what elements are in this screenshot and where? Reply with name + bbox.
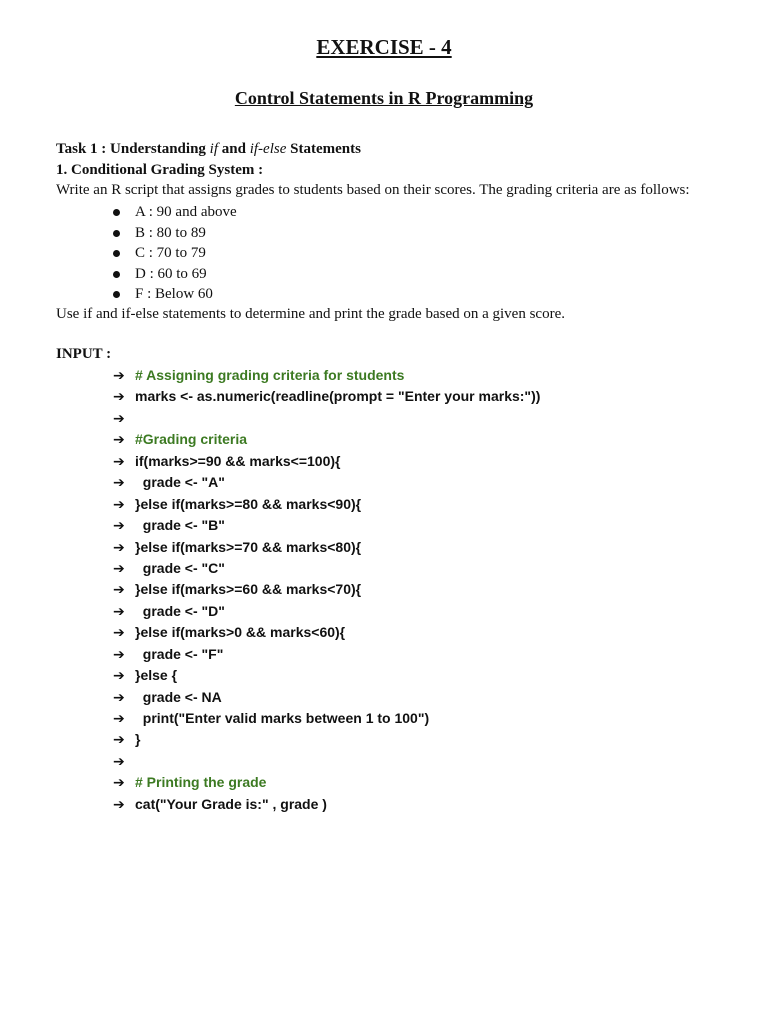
criteria-item — [110, 223, 237, 244]
code-comment: # Assigning grading criteria for students — [135, 367, 405, 383]
arrow-icon: ➔ — [113, 453, 125, 470]
arrow-icon: ➔ — [113, 389, 125, 406]
keyword-if-else: if-else — [249, 141, 287, 157]
code-text: grade <- NA — [135, 688, 222, 705]
code-comment: #Grading criteria — [135, 431, 248, 448]
arrow-icon: ➔ — [113, 711, 125, 727]
code-line — [113, 687, 540, 708]
task-prefix: Task 1 : Understanding — [56, 141, 210, 157]
bullet-icon — [113, 271, 120, 278]
arrow-icon: ➔ — [113, 753, 125, 770]
code-text: }else { — [135, 667, 178, 684]
bullet-icon — [113, 250, 120, 257]
code-text: cat("Your Grade is:" , grade ) — [135, 795, 327, 812]
input-label: INPUT : — [56, 346, 112, 362]
section-subheading: 1. Conditional Grading System : — [56, 162, 264, 178]
code-listing — [113, 365, 540, 815]
arrow-icon: ➔ — [113, 646, 125, 663]
bullet-icon — [113, 209, 120, 216]
criteria-text: F : Below 60 — [135, 286, 213, 303]
code-line — [113, 494, 540, 515]
criteria-item — [110, 202, 237, 223]
code-text: }else if(marks>0 && marks<60){ — [135, 624, 346, 641]
arrow-icon: ➔ — [113, 732, 125, 749]
instruction-paragraph: Use if and if-else statements to determine and print the grade based on a given score. — [56, 306, 565, 322]
arrow-icon: ➔ — [113, 496, 125, 513]
code-line — [113, 451, 540, 472]
code-line — [113, 708, 540, 729]
arrow-icon: ➔ — [113, 432, 125, 449]
code-text: grade <- "F" — [135, 645, 224, 662]
code-text: grade <- "B" — [135, 517, 225, 534]
code-line — [113, 365, 540, 386]
code-text: }else if(marks>=80 && marks<90){ — [135, 495, 362, 512]
code-text: print("Enter valid marks between 1 to 100") — [135, 710, 430, 726]
criteria-text: C : 70 to 79 — [135, 245, 206, 262]
arrow-icon: ➔ — [113, 368, 125, 384]
arrow-icon: ➔ — [113, 518, 125, 535]
code-text: if(marks>=90 && marks<=100){ — [135, 452, 341, 469]
criteria-item — [110, 264, 237, 285]
exercise-title: EXERCISE - 4 — [316, 35, 452, 59]
code-text: }else if(marks>=70 && marks<80){ — [135, 538, 362, 555]
arrow-icon: ➔ — [113, 796, 125, 813]
grading-criteria-list — [110, 202, 237, 305]
arrow-icon: ➔ — [113, 582, 125, 599]
exercise-subtitle: Control Statements in R Programming — [234, 88, 534, 108]
criteria-item — [110, 243, 237, 264]
code-text: } — [135, 731, 141, 748]
code-text: grade <- "D" — [135, 602, 225, 619]
arrow-icon: ➔ — [113, 625, 125, 642]
code-text: }else if(marks>=60 && marks<70){ — [135, 581, 362, 598]
code-line — [113, 386, 540, 407]
arrow-icon: ➔ — [113, 775, 125, 792]
task-and: and — [218, 141, 250, 157]
arrow-icon: ➔ — [113, 603, 125, 620]
code-line — [113, 579, 540, 600]
code-line — [113, 472, 540, 493]
code-line — [113, 558, 540, 579]
criteria-item — [110, 284, 237, 305]
code-text: grade <- "C" — [135, 559, 225, 576]
code-line — [113, 601, 540, 622]
criteria-text: B : 80 to 89 — [135, 224, 206, 241]
keyword-if: if — [209, 141, 219, 157]
code-line — [113, 772, 540, 793]
code-comment: # Printing the grade — [135, 774, 267, 791]
arrow-icon: ➔ — [113, 560, 125, 577]
task-heading — [56, 141, 361, 158]
code-line — [113, 515, 540, 536]
arrow-icon: ➔ — [113, 668, 125, 685]
arrow-icon: ➔ — [113, 539, 125, 556]
code-text: grade <- "A" — [135, 474, 225, 491]
arrow-icon: ➔ — [113, 410, 125, 427]
criteria-text: D : 60 to 69 — [135, 265, 207, 282]
code-line — [113, 665, 540, 686]
criteria-text: A : 90 and above — [135, 204, 237, 220]
bullet-icon — [113, 230, 120, 237]
description-paragraph: Write an R script that assigns grades to students based on their scores. The grading criteria are as follows: — [56, 182, 690, 198]
bullet-icon — [113, 291, 120, 298]
code-line — [113, 537, 540, 558]
code-line — [113, 751, 540, 772]
code-line — [113, 408, 540, 429]
code-line — [113, 729, 540, 750]
code-line — [113, 429, 540, 450]
code-line — [113, 794, 540, 815]
arrow-icon: ➔ — [113, 689, 125, 706]
arrow-icon: ➔ — [113, 475, 125, 492]
code-line — [113, 644, 540, 665]
code-line — [113, 622, 540, 643]
code-text: marks <- as.numeric(readline(prompt = "Enter your marks:")) — [135, 388, 541, 405]
task-suffix: Statements — [286, 141, 361, 157]
